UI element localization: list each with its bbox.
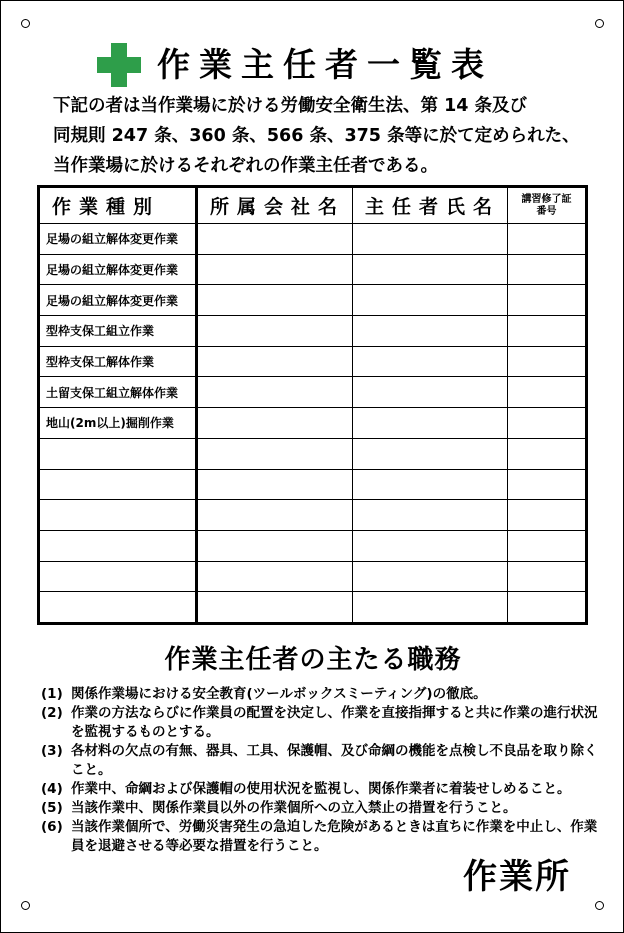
table-row — [39, 500, 587, 531]
duty-item — [41, 704, 601, 742]
cell-work-type — [39, 592, 197, 624]
duty-text: 当該作業個所で、労働災害発生の急迫した危険があるときは直ちに作業を中止し、作業員を退避させる等必要な措置を行うこと。 — [71, 819, 598, 854]
cell-work-type: 型枠支保工組立作業 — [39, 316, 197, 347]
cell-work-type — [39, 561, 197, 592]
duty-text: 関係作業場における安全教育(ツールボックスミーティング)の徹底。 — [71, 686, 487, 702]
cell-supervisor-name[interactable] — [353, 224, 508, 255]
header-work-type: 作業種別 — [39, 187, 197, 224]
cell-company[interactable] — [197, 224, 353, 255]
table-row — [39, 592, 587, 624]
cell-work-type — [39, 469, 197, 500]
cell-certificate-number[interactable] — [508, 469, 587, 500]
cell-company[interactable] — [197, 561, 353, 592]
cell-certificate-number[interactable] — [508, 408, 587, 439]
supervisor-table — [37, 185, 588, 625]
cell-work-type — [39, 530, 197, 561]
duties-title: 作業主任者の主たる職務 — [164, 645, 462, 675]
cell-company[interactable] — [197, 316, 353, 347]
cell-company[interactable] — [197, 254, 353, 285]
duty-number: (4) — [41, 781, 63, 797]
cell-work-type: 足場の組立解体変更作業 — [39, 224, 197, 255]
header-cert-line: 番号 — [536, 205, 557, 217]
cell-work-type — [39, 500, 197, 531]
cell-supervisor-name[interactable] — [353, 500, 508, 531]
cell-company[interactable] — [197, 469, 353, 500]
duty-number: (2) — [41, 705, 63, 721]
table-row — [39, 469, 587, 500]
duty-text: 各材料の欠点の有無、器具、工具、保護帽、及び命綱の機能を点検し不良品を取り除くこと。 — [71, 743, 598, 778]
cell-work-type: 型枠支保工解体作業 — [39, 346, 197, 377]
cell-work-type: 足場の組立解体変更作業 — [39, 285, 197, 316]
cell-certificate-number[interactable] — [508, 377, 587, 408]
duty-text: 作業中、命綱および保護帽の使用状況を監視し、関係作業者に着装せしめること。 — [71, 781, 571, 797]
table-header-row — [39, 187, 587, 224]
page-title: 作業主任者一覧表 — [157, 45, 493, 84]
cell-company[interactable] — [197, 438, 353, 469]
cell-supervisor-name[interactable] — [353, 285, 508, 316]
cell-supervisor-name[interactable] — [353, 408, 508, 439]
cell-certificate-number[interactable] — [508, 500, 587, 531]
table-row — [39, 346, 587, 377]
cell-work-type: 土留支保工組立解体作業 — [39, 377, 197, 408]
cell-supervisor-name[interactable] — [353, 530, 508, 561]
cell-company[interactable] — [197, 408, 353, 439]
header-certificate-number — [508, 187, 587, 224]
table-row — [39, 377, 587, 408]
cell-work-type — [39, 438, 197, 469]
mounting-hole — [595, 19, 604, 28]
cell-supervisor-name[interactable] — [353, 561, 508, 592]
duties-list — [41, 685, 601, 856]
intro-line: 当作業場に於けるそれぞれの作業主任者である。 — [53, 156, 438, 176]
table-row — [39, 285, 587, 316]
cell-company[interactable] — [197, 346, 353, 377]
table-row — [39, 254, 587, 285]
intro-text — [53, 91, 593, 181]
workplace-label: 作業所 — [463, 857, 571, 897]
cell-certificate-number[interactable] — [508, 316, 587, 347]
header-supervisor-name: 主任者氏名 — [353, 187, 508, 224]
table-row — [39, 224, 587, 255]
table-row — [39, 561, 587, 592]
table-row — [39, 438, 587, 469]
cell-company[interactable] — [197, 500, 353, 531]
table-row — [39, 316, 587, 347]
cell-supervisor-name[interactable] — [353, 316, 508, 347]
cell-certificate-number[interactable] — [508, 530, 587, 561]
cell-certificate-number[interactable] — [508, 438, 587, 469]
cell-supervisor-name[interactable] — [353, 346, 508, 377]
duty-item — [41, 742, 601, 780]
duty-item — [41, 780, 601, 799]
cell-work-type: 地山(2m以上)掘削作業 — [39, 408, 197, 439]
cell-supervisor-name[interactable] — [353, 438, 508, 469]
duty-number: (3) — [41, 743, 63, 759]
cell-certificate-number[interactable] — [508, 346, 587, 377]
cell-supervisor-name[interactable] — [353, 254, 508, 285]
table-row — [39, 408, 587, 439]
intro-line: 下記の者は当作業場に於ける労働安全衛生法、第 14 条及び — [53, 96, 528, 116]
duty-text: 作業の方法ならびに作業員の配置を決定し、作業を直接指揮すると共に作業の進行状況を監視するものとする。 — [71, 705, 598, 740]
header-company: 所属会社名 — [197, 187, 353, 224]
intro-line: 同規則 247 条、360 条、566 条、375 条等に於て定められた、 — [53, 126, 580, 146]
cell-company[interactable] — [197, 592, 353, 624]
duty-number: (6) — [41, 819, 63, 835]
duty-item — [41, 685, 601, 704]
mounting-hole — [21, 901, 30, 910]
cell-supervisor-name[interactable] — [353, 469, 508, 500]
duty-item — [41, 799, 601, 818]
duty-text: 当該作業中、関係作業員以外の作業個所への立入禁止の措置を行うこと。 — [71, 800, 517, 816]
duty-number: (5) — [41, 800, 63, 816]
mounting-hole — [21, 19, 30, 28]
cell-company[interactable] — [197, 377, 353, 408]
cell-company[interactable] — [197, 285, 353, 316]
duty-number: (1) — [41, 686, 63, 702]
cross-bar — [111, 43, 127, 87]
cell-certificate-number[interactable] — [508, 561, 587, 592]
cell-certificate-number[interactable] — [508, 592, 587, 624]
cell-supervisor-name[interactable] — [353, 377, 508, 408]
header-cert-line: 講習修了証 — [521, 193, 572, 205]
table-row — [39, 530, 587, 561]
mounting-hole — [595, 901, 604, 910]
cell-certificate-number[interactable] — [508, 285, 587, 316]
cell-certificate-number[interactable] — [508, 254, 587, 285]
cell-supervisor-name[interactable] — [353, 592, 508, 624]
cell-certificate-number[interactable] — [508, 224, 587, 255]
cell-work-type: 足場の組立解体変更作業 — [39, 254, 197, 285]
cell-company[interactable] — [197, 530, 353, 561]
safety-cross-icon — [97, 43, 141, 87]
